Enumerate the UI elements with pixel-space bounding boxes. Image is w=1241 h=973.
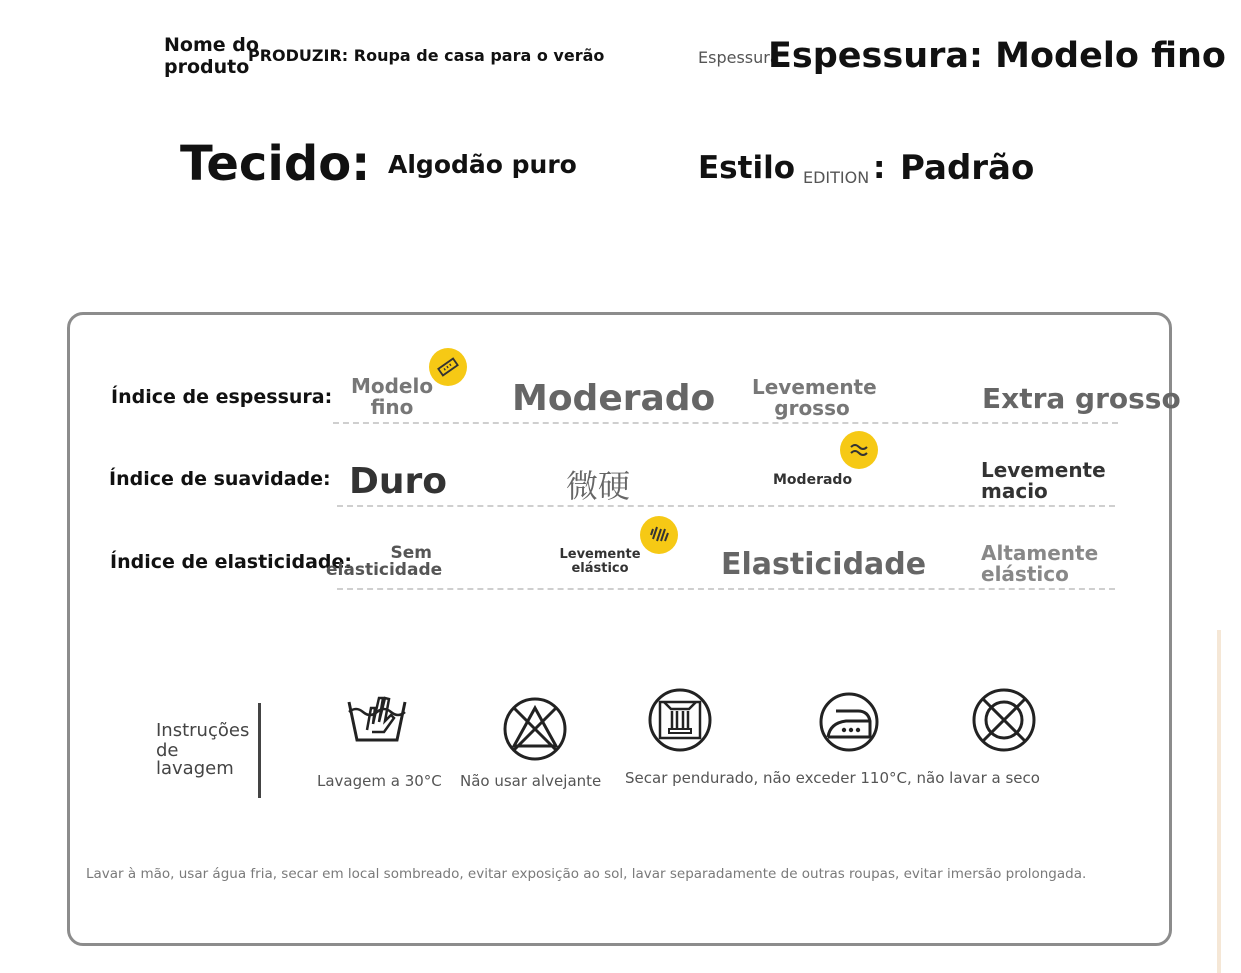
product-name-value: PRODUZIR: Roupa de casa para o verão [248,46,605,65]
style-label: Estilo [698,150,795,186]
right-edge-strip [1217,630,1221,973]
wash-title-line3: lavagem [156,758,234,779]
thickness-index-label: Índice de espessura: [111,386,333,408]
elasticity-index-label: Índice de elasticidade: [110,551,352,573]
wash-caption-dry-iron-dryclean: Secar pendurado, não exceder 110°C, não lavar a seco [625,769,1040,787]
thickness-small-label: Espessura [698,48,780,67]
fabric-value: Algodão puro [388,150,577,179]
softness-divider [337,505,1115,507]
style-colon: : [873,150,886,186]
no-bleach-icon [502,696,568,762]
elasticity-option-highly: Altamente elástico [981,541,1099,586]
wash-title-line2: de [156,740,179,761]
elasticity-option-slightly: Levemente elástico [559,547,641,576]
thickness-option-thin: Modelo fino [350,374,434,419]
style-edition: EDITION [803,168,870,187]
softness-index-label: Índice de suavidade: [109,468,331,490]
wash-caption-no-bleach: Não usar alvejante [460,772,602,790]
no-dry-clean-icon [971,687,1037,753]
softness-option-slightly-soft: Levemente macio [981,458,1106,503]
thickness-divider [333,422,1118,424]
selected-badge-wave-icon [840,431,878,469]
iron-icon [818,691,880,753]
selected-badge-stretch-icon [640,516,678,554]
hand-wash-icon [345,690,409,748]
softness-option-hard: Duro [349,461,447,502]
softness-option-moderate: Moderado [773,472,853,488]
fabric-label: Tecido: [180,136,371,192]
softness-option-slightly-hard: 微硬 [566,467,631,505]
style-value: Padrão [900,148,1035,188]
elasticity-option-elastic: Elasticidade [721,547,927,582]
wash-title-line1: Instruções [156,720,250,741]
hang-dry-icon [647,687,713,753]
product-name-label-line2: produto [164,56,250,78]
wash-caption-temperature: Lavagem a 30°C [317,772,442,790]
elasticity-option-none: Sem elasticidade [326,543,443,580]
thickness-option-extra-thick: Extra grosso [982,382,1181,415]
thickness-option-moderate: Moderado [512,378,716,419]
elasticity-divider [337,588,1115,590]
wash-title-divider [258,703,261,798]
wash-note: Lavar à mão, usar água fria, secar em local sombreado, evitar exposição ao sol, lavar separadamente de outras roupas, evitar imersão prolongada. [86,866,1087,882]
product-name-label-line1: Nome do [164,34,259,56]
thickness-heading: Espessura: Modelo fino [768,36,1226,76]
thickness-option-slightly-thick: Levemente grosso [752,375,877,420]
selected-badge-ruler-icon [429,348,467,386]
